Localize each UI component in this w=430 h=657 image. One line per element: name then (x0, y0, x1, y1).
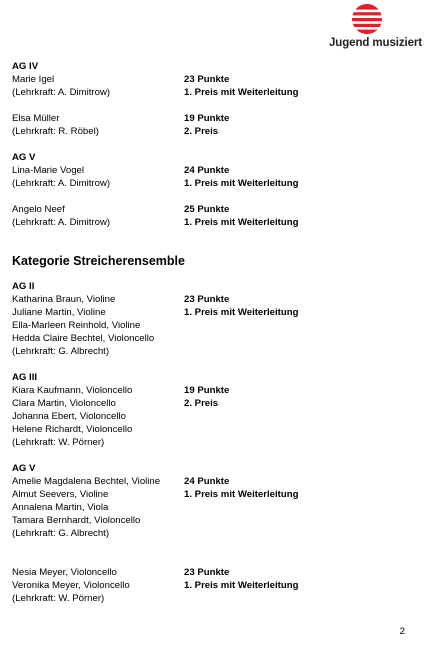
participant-name: Clara Martin, Violoncello (12, 398, 116, 409)
entry-line (12, 501, 412, 514)
age-group-label: AG II (12, 281, 35, 292)
entry-line (12, 345, 412, 358)
score: 23 Punkte (184, 74, 230, 85)
logo-text: Jugend musiziert (329, 37, 422, 49)
age-group-label: AG V (12, 152, 36, 163)
teacher-name: (Lehrkraft: W. Pörner) (12, 593, 105, 604)
entry-line (12, 488, 412, 501)
entry-line (12, 475, 412, 488)
logo-emblem-icon (349, 3, 385, 35)
teacher-name: (Lehrkraft: A. Dimitrow) (12, 217, 111, 228)
age-group (12, 151, 412, 229)
participant-name: Ella-Marleen Reinhold, Violine (12, 320, 141, 331)
entry-line (12, 216, 412, 229)
section-streicherensemble (12, 280, 412, 605)
result-entry (12, 73, 412, 99)
score: 19 Punkte (184, 385, 230, 396)
result-entry (12, 293, 412, 358)
entry-line (12, 423, 412, 436)
result-entry (12, 164, 412, 190)
entry-line (12, 566, 412, 579)
participant-name: Juliane Martin, Violine (12, 307, 106, 318)
entry-line (12, 73, 412, 86)
entry-line (12, 203, 412, 216)
award: 1. Preis mit Weiterleitung (184, 217, 299, 228)
participant-name: Marie Igel (12, 74, 55, 85)
participant-name: Lina-Marie Vogel (12, 165, 84, 176)
teacher-name: (Lehrkraft: G. Albrecht) (12, 346, 110, 357)
entry-line (12, 332, 412, 345)
entry-line (12, 293, 412, 306)
category-heading: Kategorie Streicherensemble (12, 254, 185, 268)
entry-line (12, 125, 412, 138)
participant-name: Elsa Müller (12, 113, 60, 124)
age-group (12, 371, 412, 449)
participant-name: Tamara Bernhardt, Violoncello (12, 515, 141, 526)
award: 2. Preis (184, 126, 219, 137)
entry-line (12, 579, 412, 592)
participant-name: Amelie Magdalena Bechtel, Violine (12, 476, 161, 487)
result-entry (12, 203, 412, 229)
entry-line (12, 177, 412, 190)
result-entry (12, 384, 412, 449)
teacher-name: (Lehrkraft: G. Albrecht) (12, 528, 110, 539)
result-entry (12, 112, 412, 138)
entry-line (12, 86, 412, 99)
score: 23 Punkte (184, 567, 230, 578)
age-group (12, 60, 412, 138)
age-group-label: AG IV (12, 61, 39, 72)
score: 23 Punkte (184, 294, 230, 305)
participant-name: Kiara Kaufmann, Violoncello (12, 385, 133, 396)
award: 1. Preis mit Weiterleitung (184, 489, 299, 500)
participant-name: Angelo Neef (12, 204, 65, 215)
page-number: 2 (399, 626, 405, 637)
entry-line (12, 306, 412, 319)
award: 1. Preis mit Weiterleitung (184, 87, 299, 98)
teacher-name: (Lehrkraft: R. Röbel) (12, 126, 99, 137)
award: 1. Preis mit Weiterleitung (184, 580, 299, 591)
age-group-label: AG V (12, 463, 36, 474)
age-group-label: AG III (12, 372, 38, 383)
entry-line (12, 319, 412, 332)
entry-line (12, 164, 412, 177)
teacher-name: (Lehrkraft: A. Dimitrow) (12, 87, 111, 98)
entry-line (12, 436, 412, 449)
participant-name: Nesia Meyer, Violoncello (12, 567, 117, 578)
result-entry (12, 475, 412, 540)
participant-name: Johanna Ebert, Violoncello (12, 411, 126, 422)
participant-name: Helene Richardt, Violoncello (12, 424, 133, 435)
age-group (12, 462, 412, 605)
section-previous-category (12, 60, 412, 229)
score: 24 Punkte (184, 476, 230, 487)
participant-name: Katharina Braun, Violine (12, 294, 116, 305)
participant-name: Veronika Meyer, Violoncello (12, 580, 130, 591)
results-document (12, 60, 412, 618)
entry-line (12, 410, 412, 423)
score: 24 Punkte (184, 165, 230, 176)
jugend-musiziert-logo (312, 3, 422, 51)
award: 1. Preis mit Weiterleitung (184, 307, 299, 318)
entry-line (12, 527, 412, 540)
teacher-name: (Lehrkraft: A. Dimitrow) (12, 178, 111, 189)
entry-line (12, 592, 412, 605)
score: 19 Punkte (184, 113, 230, 124)
participant-name: Annalena Martin, Viola (12, 502, 109, 513)
entry-line (12, 397, 412, 410)
participant-name: Hedda Claire Bechtel, Violoncello (12, 333, 155, 344)
entry-line (12, 514, 412, 527)
participant-name: Almut Seevers, Violine (12, 489, 109, 500)
age-group (12, 280, 412, 358)
award: 2. Preis (184, 398, 219, 409)
result-entry (12, 566, 412, 605)
award: 1. Preis mit Weiterleitung (184, 178, 299, 189)
score: 25 Punkte (184, 204, 230, 215)
entry-line (12, 112, 412, 125)
entry-line (12, 384, 412, 397)
teacher-name: (Lehrkraft: W. Pörner) (12, 437, 105, 448)
